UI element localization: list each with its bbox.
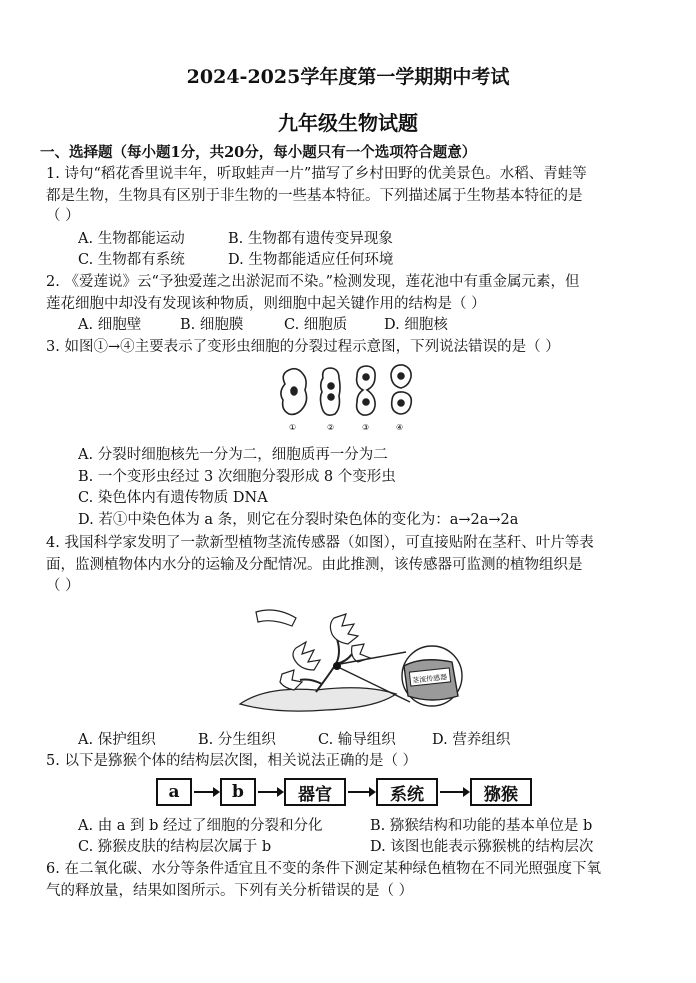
- figure-label-2: ②: [327, 423, 335, 432]
- amoeba-cell-4: [391, 365, 411, 414]
- amoeba-cell-3: [357, 366, 376, 415]
- structure-level-chain: [156, 778, 536, 810]
- amoeba-cell-2: [321, 368, 341, 415]
- q5-option-d: D. 该图也能表示猕猴桃的结构层次: [370, 839, 594, 855]
- q5-option-a: A. 由 a 到 b 经过了细胞的分裂和分化: [78, 818, 323, 834]
- q2-option-c: C. 细胞质: [284, 317, 348, 333]
- q2-option-d: D. 细胞核: [384, 317, 448, 333]
- q4-line-1: 4. 我国科学家发明了一款新型植物茎流传感器（如图），可直接贴附在茎秆、叶片等表: [46, 535, 594, 551]
- q4-option-c: C. 输导组织: [318, 732, 396, 748]
- q1-option-c: C. 生物都有系统: [78, 252, 185, 268]
- section-heading: 一、选择题（每小题1分，共20分，每小题只有一个选项符合题意）: [40, 144, 477, 161]
- q1-option-d: D. 生物都能适应任何环境: [228, 252, 394, 268]
- figure-label-1: ①: [289, 423, 297, 432]
- q5-option-b: B. 猕猴结构和功能的基本单位是 b: [370, 818, 593, 834]
- q4-option-a: A. 保护组织: [78, 732, 156, 748]
- chain-box-b: b: [220, 778, 256, 806]
- q4-option-b: B. 分生组织: [198, 732, 276, 748]
- q3-option-c: C. 染色体内有遗传物质 DNA: [78, 490, 268, 506]
- figure-label-3: ③: [362, 423, 370, 432]
- q3-option-d: D. 若①中染色体为 a 条，则它在分裂时染色体的变化为：a→2a→2a: [78, 512, 519, 528]
- exam-title: 2024-2025学年度第一学期期中考试: [186, 66, 510, 88]
- chain-box-a: a: [156, 778, 192, 806]
- figure-label-4: ④: [396, 423, 404, 432]
- soil-ground: [240, 688, 396, 711]
- q1-line-3: （ ）: [46, 208, 80, 224]
- exam-subtitle: 九年级生物试题: [278, 111, 418, 135]
- plant-sensor-figure: [236, 604, 468, 722]
- q5-option-c: C. 猕猴皮肤的结构层次属于 b: [78, 839, 272, 855]
- amoeba-division-figure: [275, 362, 425, 434]
- chain-box-system: 系统: [376, 778, 438, 806]
- amoeba-cell-1: [281, 369, 307, 415]
- q3-option-b: B. 一个变形虫经过 3 次细胞分裂形成 8 个变形虫: [78, 469, 396, 485]
- q1-line-1: 1. 诗句“稻花香里说丰年，听取蛙声一片”描写了乡村田野的优美景色。水稻、青蛙等: [46, 166, 587, 182]
- q1-option-b: B. 生物都有遗传变异现象: [228, 231, 393, 247]
- q4-option-d: D. 营养组织: [432, 732, 511, 748]
- q6-line-1: 6. 在二氧化碳、水分等条件适宜且不变的条件下测定某种绿色植物在不同光照强度下氧: [46, 861, 601, 877]
- q2-option-a: A. 细胞壁: [78, 317, 142, 333]
- q2-line-2: 莲花细胞中却没有发现该种物质，则细胞中起关键作用的结构是（ ）: [46, 296, 486, 312]
- plant-leaves: [256, 610, 370, 690]
- chain-arrow-1: [194, 791, 218, 793]
- q2-line-1: 2. 《爱莲说》云“予独爱莲之出淤泥而不染。”检测发现，莲花池中有重金属元素，但: [46, 274, 580, 290]
- q2-option-b: B. 细胞膜: [180, 317, 244, 333]
- q4-line-3: （ ）: [46, 578, 80, 594]
- chain-arrow-3: [348, 791, 374, 793]
- q5-line-1: 5. 以下是猕猴个体的结构层次图，相关说法正确的是（ ）: [46, 753, 418, 769]
- q1-option-a: A. 生物都能运动: [78, 231, 185, 247]
- q3-option-a: A. 分裂时细胞核先一分为二，细胞质再一分为二: [78, 447, 388, 463]
- chain-box-organ: 器官: [284, 778, 346, 806]
- q3-line-1: 3. 如图①→④主要表示了变形虫细胞的分裂过程示意图，下列说法错误的是（ ）: [46, 339, 560, 355]
- chain-arrow-2: [258, 791, 282, 793]
- chain-arrow-4: [440, 791, 468, 793]
- q1-line-2: 都是生物，生物具有区别于非生物的一些基本特征。下列描述属于生物基本特征的是: [46, 188, 583, 204]
- sensor-label: 茎流传感器: [411, 673, 448, 685]
- q4-line-2: 面，监测植物体内水分的运输及分配情况。由此推测，该传感器可监测的植物组织是: [46, 557, 583, 573]
- chain-box-macaque: 猕猴: [470, 778, 532, 806]
- q6-line-2: 气的释放量，结果如图所示。下列有关分析错误的是（ ）: [46, 883, 414, 899]
- sensor-attach-point: [333, 662, 341, 670]
